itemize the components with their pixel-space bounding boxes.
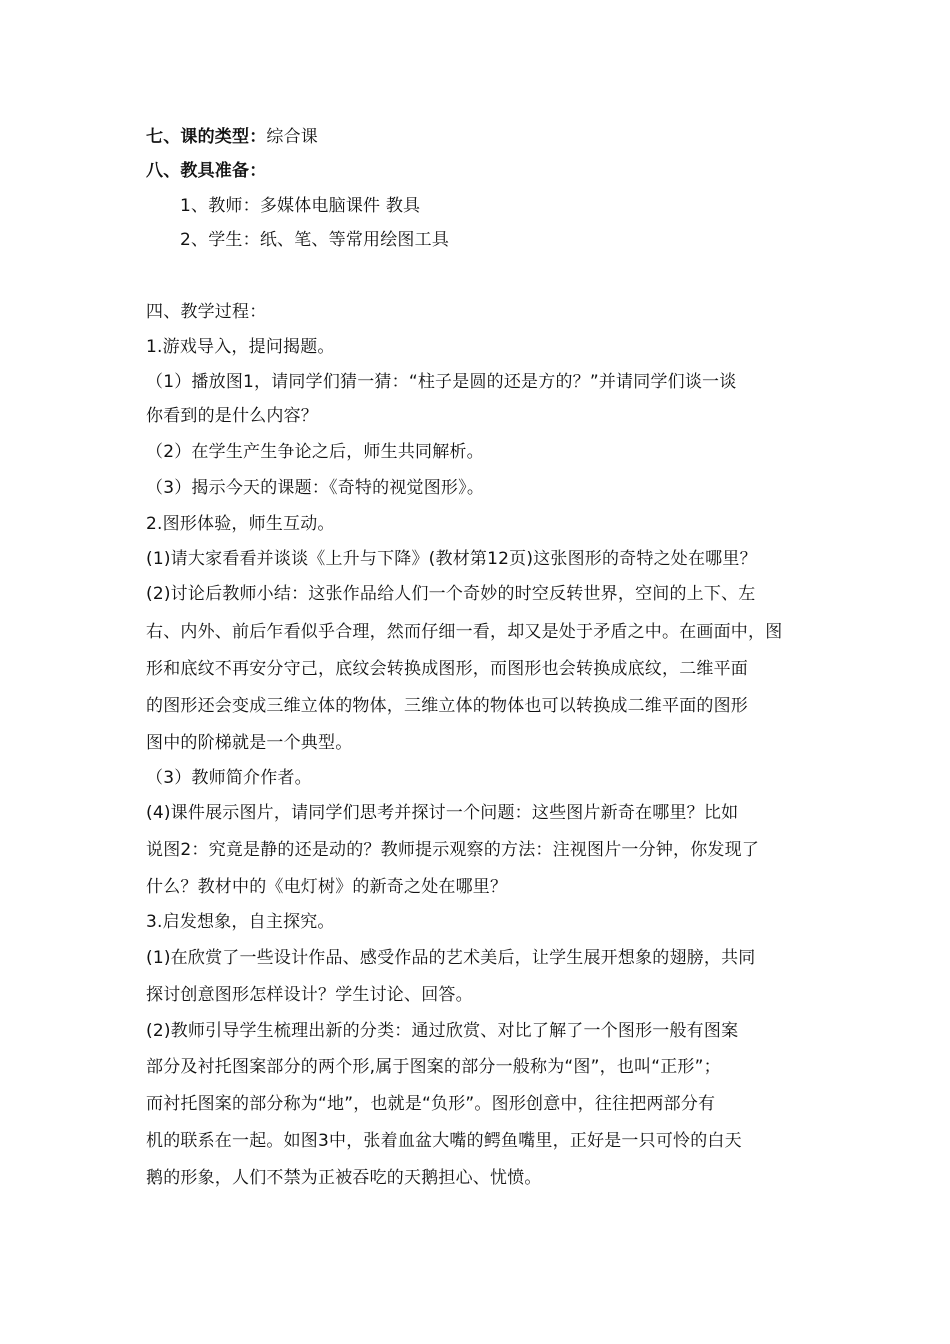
section4-heading: 四、教学过程： [146, 302, 267, 322]
paragraph-line: 图中的阶梯就是一个典型。 [146, 733, 353, 753]
paragraph-line: (1)在欣赏了一些设计作品、感受作品的艺术美后，让学生展开想象的翅膀，共同 [146, 948, 756, 968]
paragraph-line: (2)教师引导学生梳理出新的分类：通过欣赏、对比了解了一个图形一般有图案 [146, 1021, 739, 1041]
paragraph-line: 鹅的形象，人们不禁为正被吞吃的天鹅担心、忧愤。 [146, 1168, 542, 1188]
paragraph-line: 部分及衬托图案部分的两个形,属于图案的部分一般称为“图”，也叫“正形”； [146, 1057, 721, 1077]
paragraph-line: 2.图形体验，师生互动。 [146, 514, 335, 534]
paragraph-line: 1.游戏导入，提问揭题。 [146, 337, 335, 357]
paragraph-line: 形和底纹不再安分守己，底纹会转换成图形，而图形也会转换成底纹，二维平面 [146, 659, 748, 679]
section7-line [146, 125, 810, 149]
section7-label: 七、课的类型： [146, 127, 267, 147]
paragraph-line: 你看到的是什么内容？ [146, 406, 318, 426]
section8-heading: 八、教具准备： [146, 161, 267, 181]
paragraph-line: 什么？教材中的《电灯树》的新奇之处在哪里？ [146, 877, 508, 897]
section8-item-2: 2、学生：纸、笔、等常用绘图工具 [180, 230, 450, 250]
paragraph-line: 探讨创意图形怎样设计？学生讨论、回答。 [146, 985, 473, 1005]
paragraph-line: （2）在学生产生争论之后，师生共同解析。 [146, 442, 484, 462]
paragraph-line: （3）揭示今天的课题：《奇特的视觉图形》。 [146, 478, 485, 498]
paragraph-line: 3.启发想象，自主探究。 [146, 912, 335, 932]
paragraph-line: 的图形还会变成三维立体的物体，三维立体的物体也可以转换成二维平面的图形 [146, 696, 748, 716]
paragraph-line: 右、内外、前后乍看似乎合理，然而仔细一看，却又是处于矛盾之中。在画面中，图 [146, 622, 783, 642]
paragraph-line: (2)讨论后教师小结：这张作品给人们一个奇妙的时空反转世界，空间的上下、左 [146, 584, 756, 604]
paragraph-line: （3）教师简介作者。 [146, 768, 312, 788]
paragraph-line: (1)请大家看看并谈谈《上升与下降》(教材第12页)这张图形的奇特之处在哪里？ [146, 549, 757, 569]
section8-item-1: 1、教师：多媒体电脑课件 教具 [180, 196, 421, 216]
paragraph-line: 说图2：究竟是静的还是动的？教师提示观察的方法：注视图片一分钟，你发现了 [146, 840, 760, 860]
paragraph-line: 而衬托图案的部分称为“地”，也就是“负形”。图形创意中，往往把两部分有 [146, 1094, 716, 1114]
paragraph-line: 机的联系在一起。如图3中，张着血盆大嘴的鳄鱼嘴里，正好是一只可怜的白天 [146, 1131, 742, 1151]
paragraph-line: (4)课件展示图片，请同学们思考并探讨一个问题：这些图片新奇在哪里？比如 [146, 803, 739, 823]
section7-value: 综合课 [266, 127, 319, 147]
paragraph-line: （1）播放图1，请同学们猜一猜：“柱子是圆的还是方的？”并请同学们谈一谈 [146, 372, 737, 392]
